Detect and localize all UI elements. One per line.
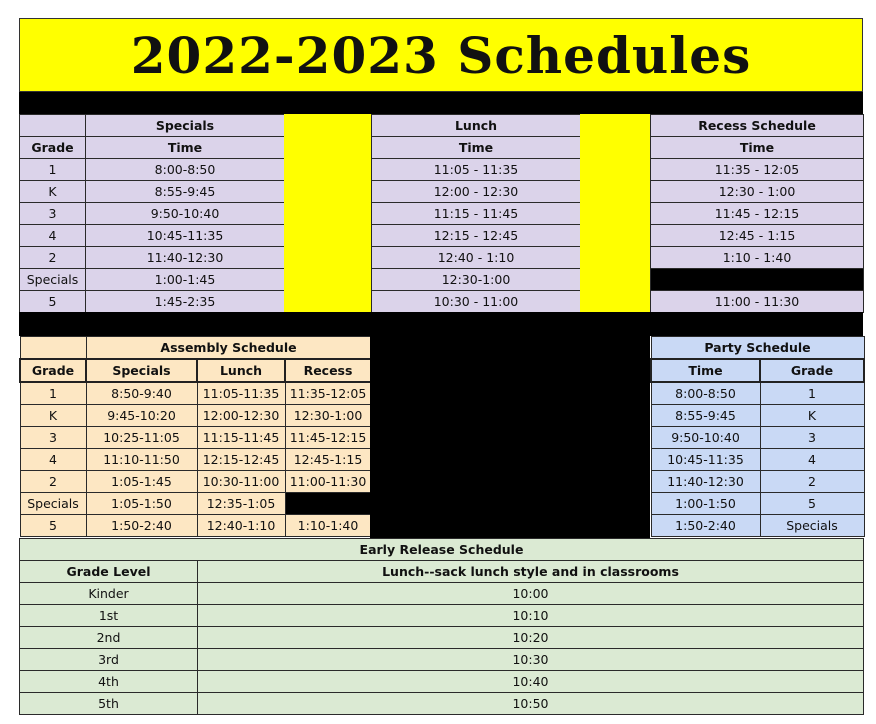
- lunch-time-cell: 10:40: [198, 671, 864, 693]
- assembly-col-specials: Specials: [86, 359, 197, 382]
- time-cell: 9:50-10:40: [651, 427, 760, 449]
- lunch-time-cell: 10:20: [198, 627, 864, 649]
- grade-cell: Specials: [760, 515, 864, 537]
- time-cell: 8:00-8:50: [86, 159, 285, 181]
- blank-cell: [651, 269, 864, 291]
- time-cell: 11:40-12:30: [86, 247, 285, 269]
- time-cell: 11:40-12:30: [651, 471, 760, 493]
- table-row: [651, 291, 864, 313]
- table-row: [372, 203, 581, 225]
- grade-cell: 4: [20, 225, 86, 247]
- time-cell: 12:45 - 1:15: [651, 225, 864, 247]
- grade-cell: K: [760, 405, 864, 427]
- recess-cell: 11:45-12:15: [285, 427, 371, 449]
- time-cell: 1:45-2:35: [86, 291, 285, 313]
- specials-corner-cell: [20, 115, 86, 137]
- assembly-corner-cell: [20, 337, 86, 360]
- grade-cell: K: [20, 181, 86, 203]
- lunch-time-cell: 10:30: [198, 649, 864, 671]
- table-row: [20, 181, 285, 203]
- time-cell: 12:15 - 12:45: [372, 225, 581, 247]
- grade-cell: 1: [20, 159, 86, 181]
- lunch-table: [371, 114, 581, 313]
- grade-cell: 5: [20, 515, 86, 537]
- table-row: [372, 269, 581, 291]
- specials-cell: 10:25-11:05: [86, 427, 197, 449]
- black-separator-middle: [19, 312, 863, 336]
- time-cell: 12:30 - 1:00: [651, 181, 864, 203]
- time-cell: 8:00-8:50: [651, 382, 760, 405]
- grade-level-cell: 2nd: [20, 627, 198, 649]
- grade-level-cell: 3rd: [20, 649, 198, 671]
- party-col-time: Time: [651, 359, 760, 382]
- grade-cell: Specials: [20, 269, 86, 291]
- lunch-cell: 10:30-11:00: [197, 471, 285, 493]
- table-row: [651, 225, 864, 247]
- specials-cell: 1:05-1:50: [86, 493, 197, 515]
- table-row: [651, 515, 864, 537]
- table-row: [20, 203, 285, 225]
- blank-cell: [285, 493, 371, 515]
- specials-table: [19, 114, 285, 313]
- grade-cell: 3: [20, 203, 86, 225]
- time-cell: 11:35 - 12:05: [651, 159, 864, 181]
- grade-cell: 5: [760, 493, 864, 515]
- grade-cell: 2: [20, 247, 86, 269]
- recess-cell: 11:00-11:30: [285, 471, 371, 493]
- time-cell: 11:00 - 11:30: [651, 291, 864, 313]
- table-row: [20, 247, 285, 269]
- table-row: [20, 693, 864, 715]
- recess-table: [650, 114, 864, 313]
- lunch-cell: 12:40-1:10: [197, 515, 285, 537]
- table-row: [651, 181, 864, 203]
- time-cell: 11:15 - 11:45: [372, 203, 581, 225]
- table-row: [372, 225, 581, 247]
- grade-cell: 2: [20, 471, 86, 493]
- grade-cell: 4: [760, 449, 864, 471]
- table-row: [20, 671, 864, 693]
- grade-cell: 5: [20, 291, 86, 313]
- table-row: [20, 583, 864, 605]
- lunch-time-cell: 10:10: [198, 605, 864, 627]
- table-row: [20, 515, 371, 537]
- table-row: [372, 181, 581, 203]
- table-row: [651, 203, 864, 225]
- early-release-col-grade-level: Grade Level: [20, 561, 198, 583]
- table-row: [20, 649, 864, 671]
- grade-cell: 3: [20, 427, 86, 449]
- lunch-time-cell: 10:00: [198, 583, 864, 605]
- table-row: [20, 449, 371, 471]
- table-row: [20, 627, 864, 649]
- specials-cell: 11:10-11:50: [86, 449, 197, 471]
- lunch-time-header: Time: [372, 137, 581, 159]
- table-row: [651, 427, 864, 449]
- recess-header: Recess Schedule: [651, 115, 864, 137]
- schedule-sheet: [19, 18, 863, 716]
- party-table: [650, 336, 865, 537]
- time-cell: 12:00 - 12:30: [372, 181, 581, 203]
- grade-cell: 3: [760, 427, 864, 449]
- time-cell: 1:00-1:50: [651, 493, 760, 515]
- time-cell: 12:30-1:00: [372, 269, 581, 291]
- table-row: [20, 382, 371, 405]
- yellow-spacer-right: [580, 114, 650, 312]
- grade-column-header: Grade: [20, 137, 86, 159]
- specials-cell: 1:50-2:40: [86, 515, 197, 537]
- early-release-table: [19, 538, 864, 715]
- lunch-cell: 11:15-11:45: [197, 427, 285, 449]
- recess-cell: 1:10-1:40: [285, 515, 371, 537]
- yellow-spacer-left: [284, 114, 371, 312]
- time-cell: 10:30 - 11:00: [372, 291, 581, 313]
- lunch-cell: 11:05-11:35: [197, 382, 285, 405]
- grade-level-cell: 1st: [20, 605, 198, 627]
- time-cell: 10:45-11:35: [86, 225, 285, 247]
- grade-level-cell: 5th: [20, 693, 198, 715]
- lunch-cell: 12:35-1:05: [197, 493, 285, 515]
- time-cell: 1:00-1:45: [86, 269, 285, 291]
- table-row: [372, 159, 581, 181]
- time-cell: 10:45-11:35: [651, 449, 760, 471]
- grade-level-cell: Kinder: [20, 583, 198, 605]
- time-cell: 12:40 - 1:10: [372, 247, 581, 269]
- table-row: [651, 471, 864, 493]
- table-row: [651, 449, 864, 471]
- table-row: [20, 405, 371, 427]
- table-row: [651, 405, 864, 427]
- grade-cell: 1: [760, 382, 864, 405]
- table-row: [20, 605, 864, 627]
- assembly-table: [19, 336, 372, 537]
- specials-time-header: Time: [86, 137, 285, 159]
- party-header: Party Schedule: [651, 337, 864, 360]
- table-row: [20, 159, 285, 181]
- assembly-header: Assembly Schedule: [86, 337, 371, 360]
- lunch-cell: 12:00-12:30: [197, 405, 285, 427]
- early-release-header: Early Release Schedule: [20, 539, 864, 561]
- time-cell: 1:50-2:40: [651, 515, 760, 537]
- lunch-time-cell: 10:50: [198, 693, 864, 715]
- recess-cell: 12:45-1:15: [285, 449, 371, 471]
- time-cell: 11:05 - 11:35: [372, 159, 581, 181]
- table-row: [372, 247, 581, 269]
- recess-cell: 12:30-1:00: [285, 405, 371, 427]
- assembly-col-grade: Grade: [20, 359, 86, 382]
- lunch-header: Lunch: [372, 115, 581, 137]
- grade-cell: K: [20, 405, 86, 427]
- table-row: [651, 247, 864, 269]
- specials-cell: 1:05-1:45: [86, 471, 197, 493]
- specials-header: Specials: [86, 115, 285, 137]
- specials-cell: 9:45-10:20: [86, 405, 197, 427]
- table-row: [20, 493, 371, 515]
- table-row: [20, 291, 285, 313]
- black-block-center: [370, 336, 650, 538]
- page-title: 2022-2023 Schedules: [19, 18, 863, 92]
- specials-cell: 8:50-9:40: [86, 382, 197, 405]
- time-cell: 11:45 - 12:15: [651, 203, 864, 225]
- table-row: [651, 269, 864, 291]
- table-row: [651, 159, 864, 181]
- table-row: [20, 269, 285, 291]
- black-separator-top: [19, 92, 863, 114]
- assembly-col-recess: Recess: [285, 359, 371, 382]
- table-row: [20, 427, 371, 449]
- table-row: [651, 493, 864, 515]
- time-cell: 8:55-9:45: [651, 405, 760, 427]
- grade-cell: 2: [760, 471, 864, 493]
- grade-cell: Specials: [20, 493, 86, 515]
- table-row: [651, 382, 864, 405]
- grade-cell: 1: [20, 382, 86, 405]
- recess-cell: 11:35-12:05: [285, 382, 371, 405]
- early-release-col-lunch: Lunch--sack lunch style and in classrooms: [198, 561, 864, 583]
- party-col-grade: Grade: [760, 359, 864, 382]
- recess-time-header: Time: [651, 137, 864, 159]
- table-row: [20, 471, 371, 493]
- time-cell: 9:50-10:40: [86, 203, 285, 225]
- table-row: [372, 291, 581, 313]
- grade-cell: 4: [20, 449, 86, 471]
- table-row: [20, 225, 285, 247]
- time-cell: 8:55-9:45: [86, 181, 285, 203]
- lunch-cell: 12:15-12:45: [197, 449, 285, 471]
- assembly-col-lunch: Lunch: [197, 359, 285, 382]
- time-cell: 1:10 - 1:40: [651, 247, 864, 269]
- grade-level-cell: 4th: [20, 671, 198, 693]
